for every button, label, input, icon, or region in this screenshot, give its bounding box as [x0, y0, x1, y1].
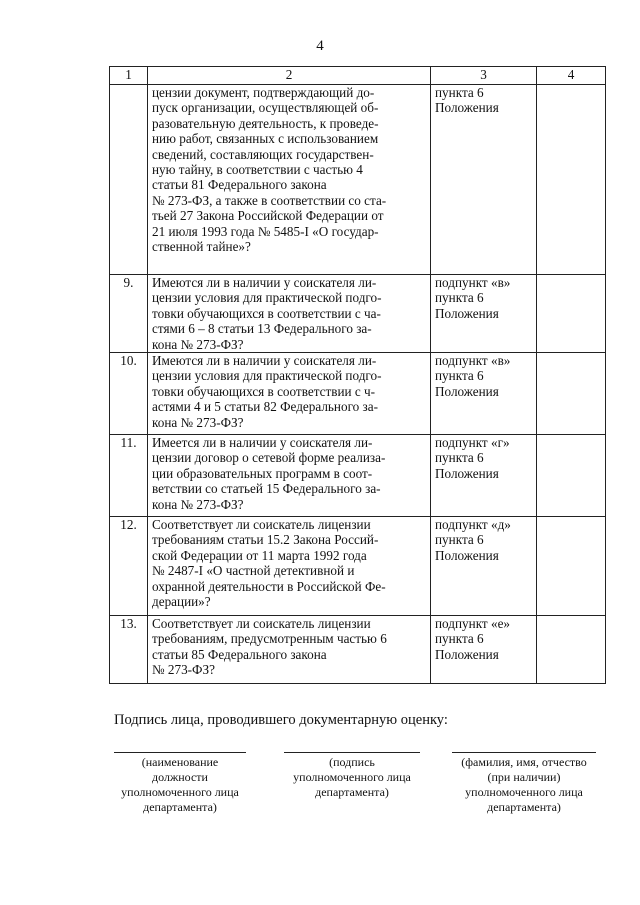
- row-number: [110, 85, 148, 275]
- column-header: 2: [148, 67, 431, 85]
- row-reference: пункта 6 Положения: [431, 85, 537, 275]
- checklist-table: [109, 66, 606, 684]
- table-row: [110, 353, 606, 435]
- table-row: [110, 517, 606, 616]
- signature-line: [284, 752, 420, 753]
- signature-block-position: [114, 752, 246, 815]
- row-result: [537, 85, 606, 275]
- row-question: Имеется ли в наличии у соискателя ли- цензии договор о сетевой форме реализа- ции образовательных программ в соот- ветствии со статьей 15 Федерального за- кона № 273-ФЗ?: [148, 435, 431, 517]
- signature-line: [114, 752, 246, 753]
- row-number: 13.: [110, 616, 148, 684]
- row-question: Соответствует ли соискатель лицензии требованиям статьи 15.2 Закона Россий- ской Федерации от 11 марта 1992 года № 2487-I «О частной детективной и охранной деятельности в Российской Фе- дерации»?: [148, 517, 431, 616]
- row-number: 12.: [110, 517, 148, 616]
- row-reference: подпункт «г» пункта 6 Положения: [431, 435, 537, 517]
- signature-caption: (фамилия, имя, отчество (при наличии) уполномоченного лица департамента): [461, 755, 587, 814]
- page-number: 4: [316, 38, 324, 54]
- signature-heading: Подпись лица, проводившего документарную оценку:: [114, 712, 448, 728]
- signature-line: [452, 752, 596, 753]
- table-row: [110, 85, 606, 275]
- row-number: 11.: [110, 435, 148, 517]
- row-number: 9.: [110, 275, 148, 353]
- row-reference: подпункт «е» пункта 6 Положения: [431, 616, 537, 684]
- row-result: [537, 353, 606, 435]
- table-row: [110, 616, 606, 684]
- row-reference: подпункт «в» пункта 6 Положения: [431, 353, 537, 435]
- signature-caption: (подпись уполномоченного лица департамента): [293, 755, 411, 799]
- column-header: 1: [110, 67, 148, 85]
- row-question: Имеются ли в наличии у соискателя ли- цензии условия для практической подго- товки обучающихся в соответствии с ч- астями 4 и 5 статьи 82 Федерального за- кона № 273-ФЗ?: [148, 353, 431, 435]
- table-header-row: [110, 67, 606, 85]
- signature-caption: (наименование должности уполномоченного лица департамента): [121, 755, 239, 814]
- row-reference: подпункт «д» пункта 6 Положения: [431, 517, 537, 616]
- row-question: цензии документ, подтверждающий до- пуск организации, осуществляющей об- разовательную деятельность, к проведе- нию работ, связанных с использованием сведений, составляющих государствен- ную тайну, в соответствии с частью 4 статьи 81 Федерального закона № 273-ФЗ, а также в соответствии со ста- тьей 27 Закона Российской Федерации от 21 июля 1993 года № 5485-I «О государ- ственной тайне»?: [148, 85, 431, 275]
- row-result: [537, 616, 606, 684]
- row-result: [537, 517, 606, 616]
- row-result: [537, 435, 606, 517]
- row-question: Имеются ли в наличии у соискателя ли- цензии условия для практической подго- товки обучающихся в соответствии с ча- стями 6 – 8 статьи 13 Федерального за- кона № 273-ФЗ?: [148, 275, 431, 353]
- column-header: 3: [431, 67, 537, 85]
- table-row: [110, 435, 606, 517]
- column-header: 4: [537, 67, 606, 85]
- table-row: [110, 275, 606, 353]
- signature-block-signature: [284, 752, 420, 800]
- row-reference: подпункт «в» пункта 6 Положения: [431, 275, 537, 353]
- signature-block-name: [452, 752, 596, 815]
- row-question: Соответствует ли соискатель лицензии требованиям, предусмотренным частью 6 статьи 85 Федерального закона № 273-ФЗ?: [148, 616, 431, 684]
- row-result: [537, 275, 606, 353]
- row-number: 10.: [110, 353, 148, 435]
